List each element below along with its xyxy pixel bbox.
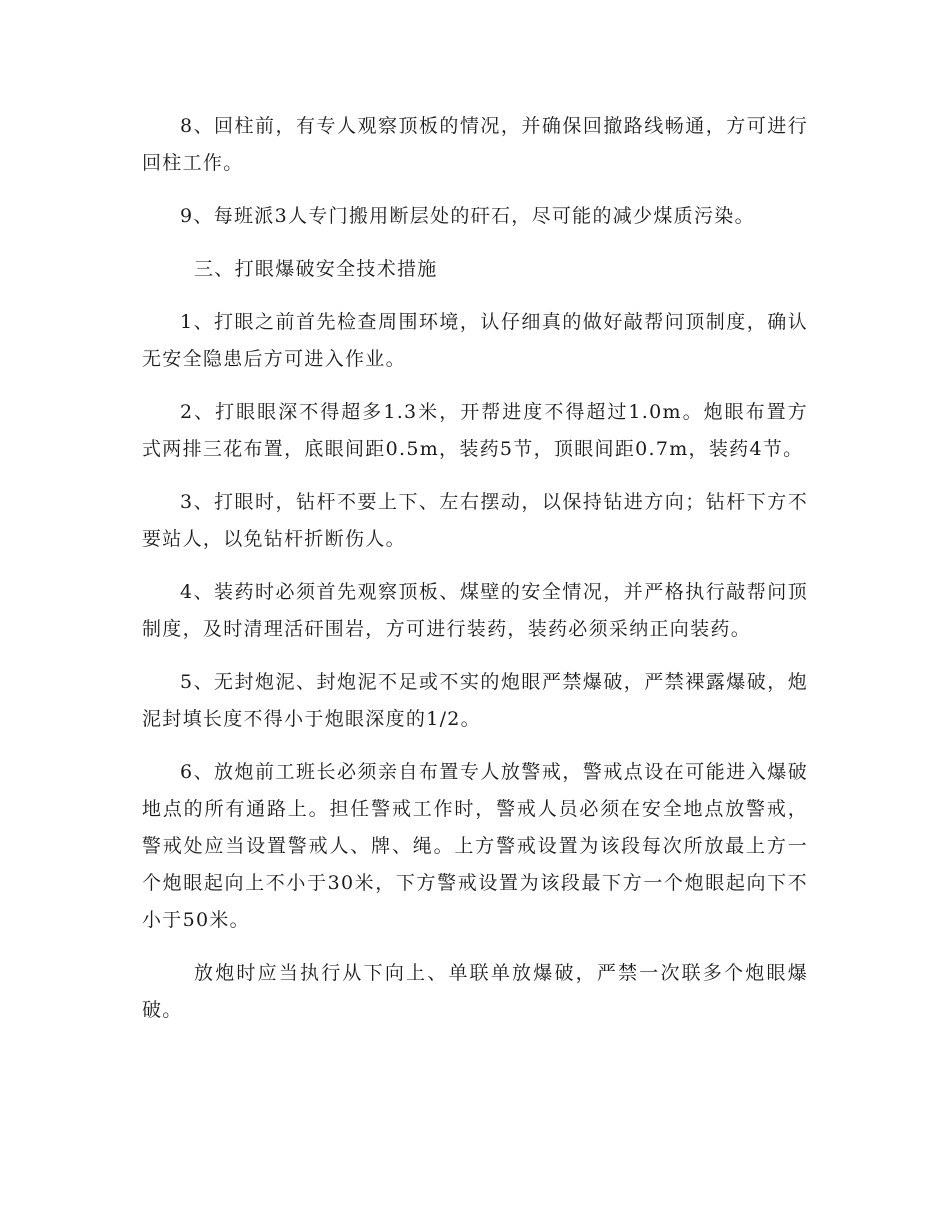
paragraph-item-8: 8、回柱前，有专人观察顶板的情况，并确保回撤路线畅通，方可进行回柱工作。 xyxy=(142,115,808,174)
paragraph-blasting-order: 放炮时应当执行从下向上、单联单放爆破，严禁一次联多个炮眼爆破。 xyxy=(142,962,808,1021)
paragraph-item-2: 2、打眼眼深不得超多1.3米，开帮进度不得超过1.0m。炮眼布置方式两排三花布置，底眼间距0.5m，装药5节，顶眼间距0.7m，装药4节。 xyxy=(142,401,808,460)
section-heading-3: 三、打眼爆破安全技术措施 xyxy=(194,258,438,280)
paragraph-item-6: 6、放炮前工班长必须亲自布置专人放警戒，警戒点设在可能进入爆破地点的所有通路上。担任警戒工作时，警戒人员必须在安全地点放警戒，警戒处应当设置警戒人、牌、绳。上方警戒设置为该段每次所放最上方一个炮眼起向上不小于30米，下方警戒设置为该段最下方一个炮眼起向下不小于50米。 xyxy=(142,761,808,931)
paragraph-item-3: 3、打眼时，钻杆不要上下、左右摆动，以保持钻进方向；钻杆下方不要站人，以免钻杆折断伤人。 xyxy=(142,491,808,550)
paragraph-item-4: 4、装药时必须首先观察顶板、煤壁的安全情况，并严格执行敲帮问顶制度，及时清理活矸围岩，方可进行装药，装药必须采纳正向装药。 xyxy=(142,581,808,640)
document-body xyxy=(142,108,808,1045)
paragraph-item-9: 9、每班派3人专门搬用断层处的矸石，尽可能的减少煤质污染。 xyxy=(180,205,755,227)
paragraph-item-5: 5、无封炮泥、封炮泥不足或不实的炮眼严禁爆破，严禁裸露爆破，炮泥封填长度不得小于炮眼深度的1/2。 xyxy=(142,671,808,730)
paragraph-item-1: 1、打眼之前首先检查周围环境，认仔细真的做好敲帮问顶制度，确认无安全隐患后方可进入作业。 xyxy=(142,311,808,370)
